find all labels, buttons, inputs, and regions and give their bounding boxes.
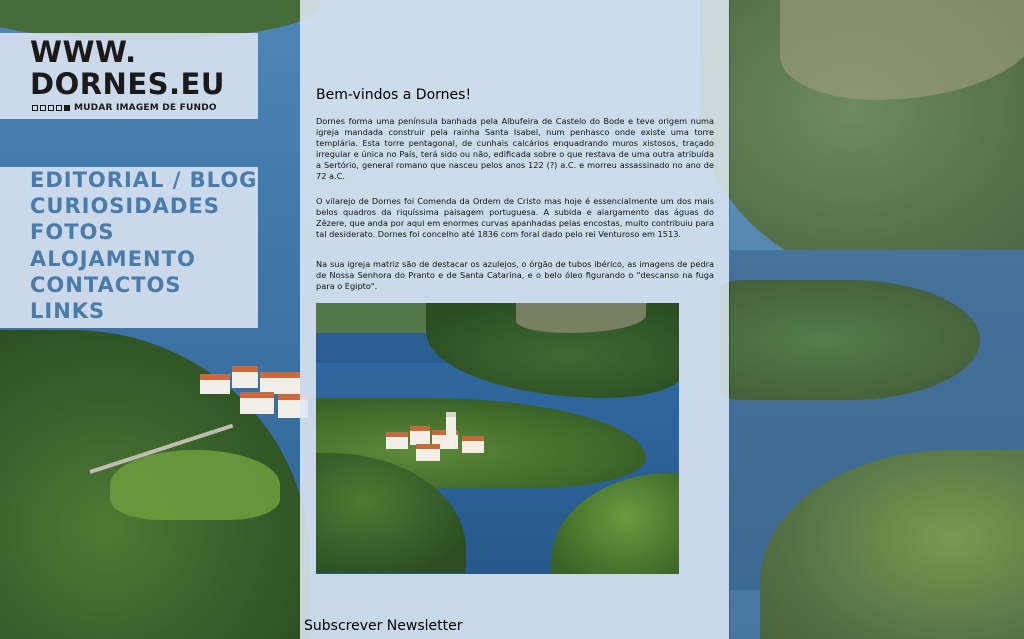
newsletter-link[interactable]: Subscrever Newsletter [304,618,463,634]
nav-item-alojamento[interactable]: ALOJAMENTO [30,247,196,271]
logo-panel [0,33,258,119]
background-village [200,360,310,420]
background-option-3[interactable] [48,105,54,111]
change-background-link[interactable]: MUDAR IMAGEM DE FUNDO [74,103,217,113]
history-paragraph: O vilarejo de Dornes foi Comenda da Ordem de Cristo mas hoje é essencialmente um dos mais belos quadros da riquíssima paisagem portuguesa. A subida e alargamento das águas do Zêzere, que anda por aqui em enormes curvas apanhadas pelas encostas, muito contribuiu para tal desiderato. Dornes foi concelho até 1836 com foral dado pelo rei Venturoso em 1513. [316,196,714,239]
background-option-2[interactable] [40,105,46,111]
nav-item-links[interactable]: LINKS [30,299,106,323]
photo-village [386,408,496,458]
content-panel [300,0,729,639]
background-option-1[interactable] [32,105,38,111]
dornes-photo [316,303,679,574]
church-paragraph: Na sua igreja matriz são de destacar os azulejos, o órgão de tubos ibérico, as imagens de pedra de Nossa Senhora do Pranto e de Santa Catarina, e o belo óleo figurando o "descanso na fuga para o Egipto". [316,259,714,291]
site-logo-line2[interactable]: DORNES.EU [30,67,225,101]
main-navigation [0,167,258,328]
nav-item-contactos[interactable]: CONTACTOS [30,273,182,297]
page-title: Bem-vindos a Dornes! [316,87,472,103]
nav-item-fotos[interactable]: FOTOS [30,220,115,244]
change-background-control [32,102,217,114]
background-haze [730,0,1024,639]
site-logo-line1[interactable]: WWW. [30,35,137,69]
nav-item-curiosidades[interactable]: CURIOSIDADES [30,194,220,218]
background-field [110,450,280,520]
background-option-4[interactable] [56,105,62,111]
intro-paragraph: Dornes forma uma península banhada pela Albufeira de Castelo do Bode e teve origem numa igreja mandada construir pela rainha Santa Isabel, num penhasco onde existe uma torre templária. Esta torre pentagonal, de cunhais calcários enquadrando muros xistosos, traçado irregular e única no País, terá sido ou não, edificada sobre o que restava de uma outra atribuída a Sertório, general romano que nasceu pelos anos 122 (?) a.C. e morreu assassinado no ano de 72 a.C. [316,116,714,181]
background-option-5[interactable] [64,105,70,111]
nav-item-editorial-blog[interactable]: EDITORIAL / BLOG [30,168,258,192]
